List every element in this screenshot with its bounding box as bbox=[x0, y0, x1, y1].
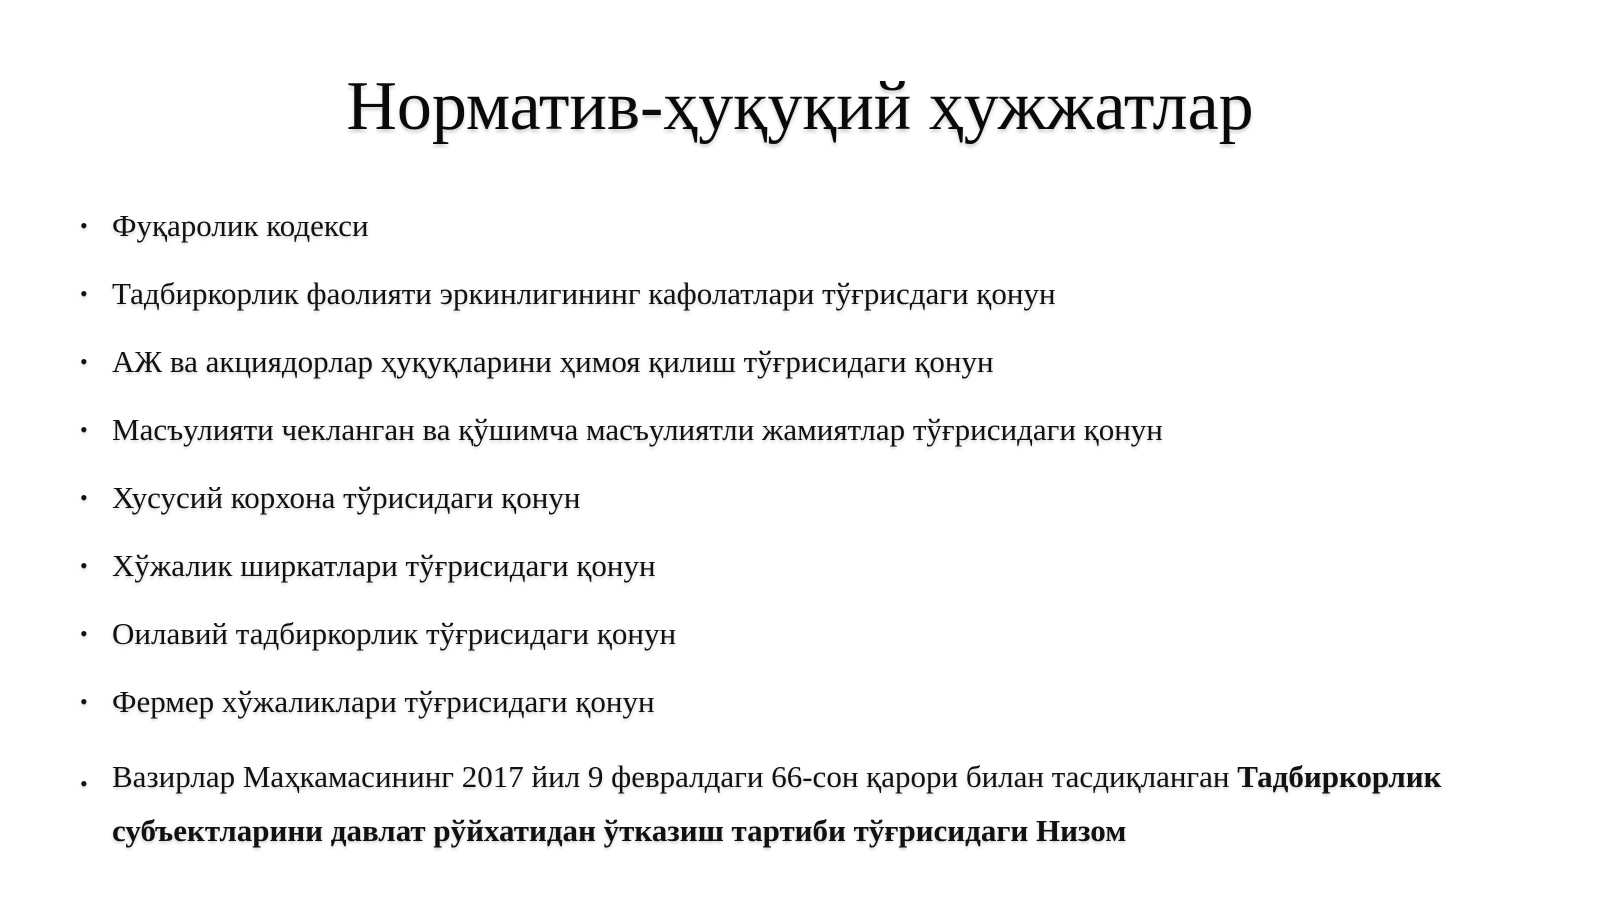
list-item-text: Хусусий корхона тўрисидаги қонун bbox=[112, 480, 581, 515]
bullet-icon: • bbox=[80, 771, 88, 796]
list-item bbox=[80, 614, 1560, 654]
bullet-icon: • bbox=[80, 281, 88, 306]
list-item-text: Вазирлар Маҳкамасининг 2017 йил 9 февралдаги 66-сон қарори билан тасдиқланган bbox=[112, 759, 1238, 794]
list-item-text: Тадбиркорлик фаолияти эркинлигининг кафолатлари тўғрисдаги қонун bbox=[112, 276, 1056, 311]
bullet-icon: • bbox=[80, 553, 88, 578]
bullet-icon: • bbox=[80, 213, 88, 238]
list-item bbox=[80, 750, 1560, 858]
list-item bbox=[80, 274, 1560, 314]
list-item-text: АЖ ва акциядорлар ҳуқуқларини ҳимоя қилиш тўғрисидаги қонун bbox=[112, 344, 994, 379]
list-item-text: Масъулияти чекланган ва қўшимча масъулиятли жамиятлар тўғрисидаги қонун bbox=[112, 412, 1163, 447]
list-item-bold-text: Тадбиркорлик субъектларини давлат рўйхатидан ўтказиш тартиби тўғрисидаги Низом bbox=[112, 759, 1442, 848]
list-item bbox=[80, 546, 1560, 586]
list-item bbox=[80, 342, 1560, 382]
document-list bbox=[80, 206, 1560, 858]
list-item-text: Фуқаролик кодекси bbox=[112, 208, 369, 243]
bullet-icon: • bbox=[80, 621, 88, 646]
list-item-text: Фермер хўжаликлари тўғрисидаги қонун bbox=[112, 684, 655, 719]
list-item bbox=[80, 206, 1560, 246]
list-item bbox=[80, 478, 1560, 518]
bullet-icon: • bbox=[80, 689, 88, 714]
slide-title: Норматив-ҳуқуқий ҳужжатлар bbox=[346, 68, 1254, 145]
list-item bbox=[80, 410, 1560, 450]
list-item-text: Оилавий тадбиркорлик тўғрисидаги қонун bbox=[112, 616, 677, 651]
bullet-icon: • bbox=[80, 417, 88, 442]
bullet-icon: • bbox=[80, 485, 88, 510]
bullet-icon: • bbox=[80, 349, 88, 374]
list-item-text: Хўжалик ширкатлари тўғрисидаги қонун bbox=[112, 548, 656, 583]
list-item bbox=[80, 682, 1560, 722]
